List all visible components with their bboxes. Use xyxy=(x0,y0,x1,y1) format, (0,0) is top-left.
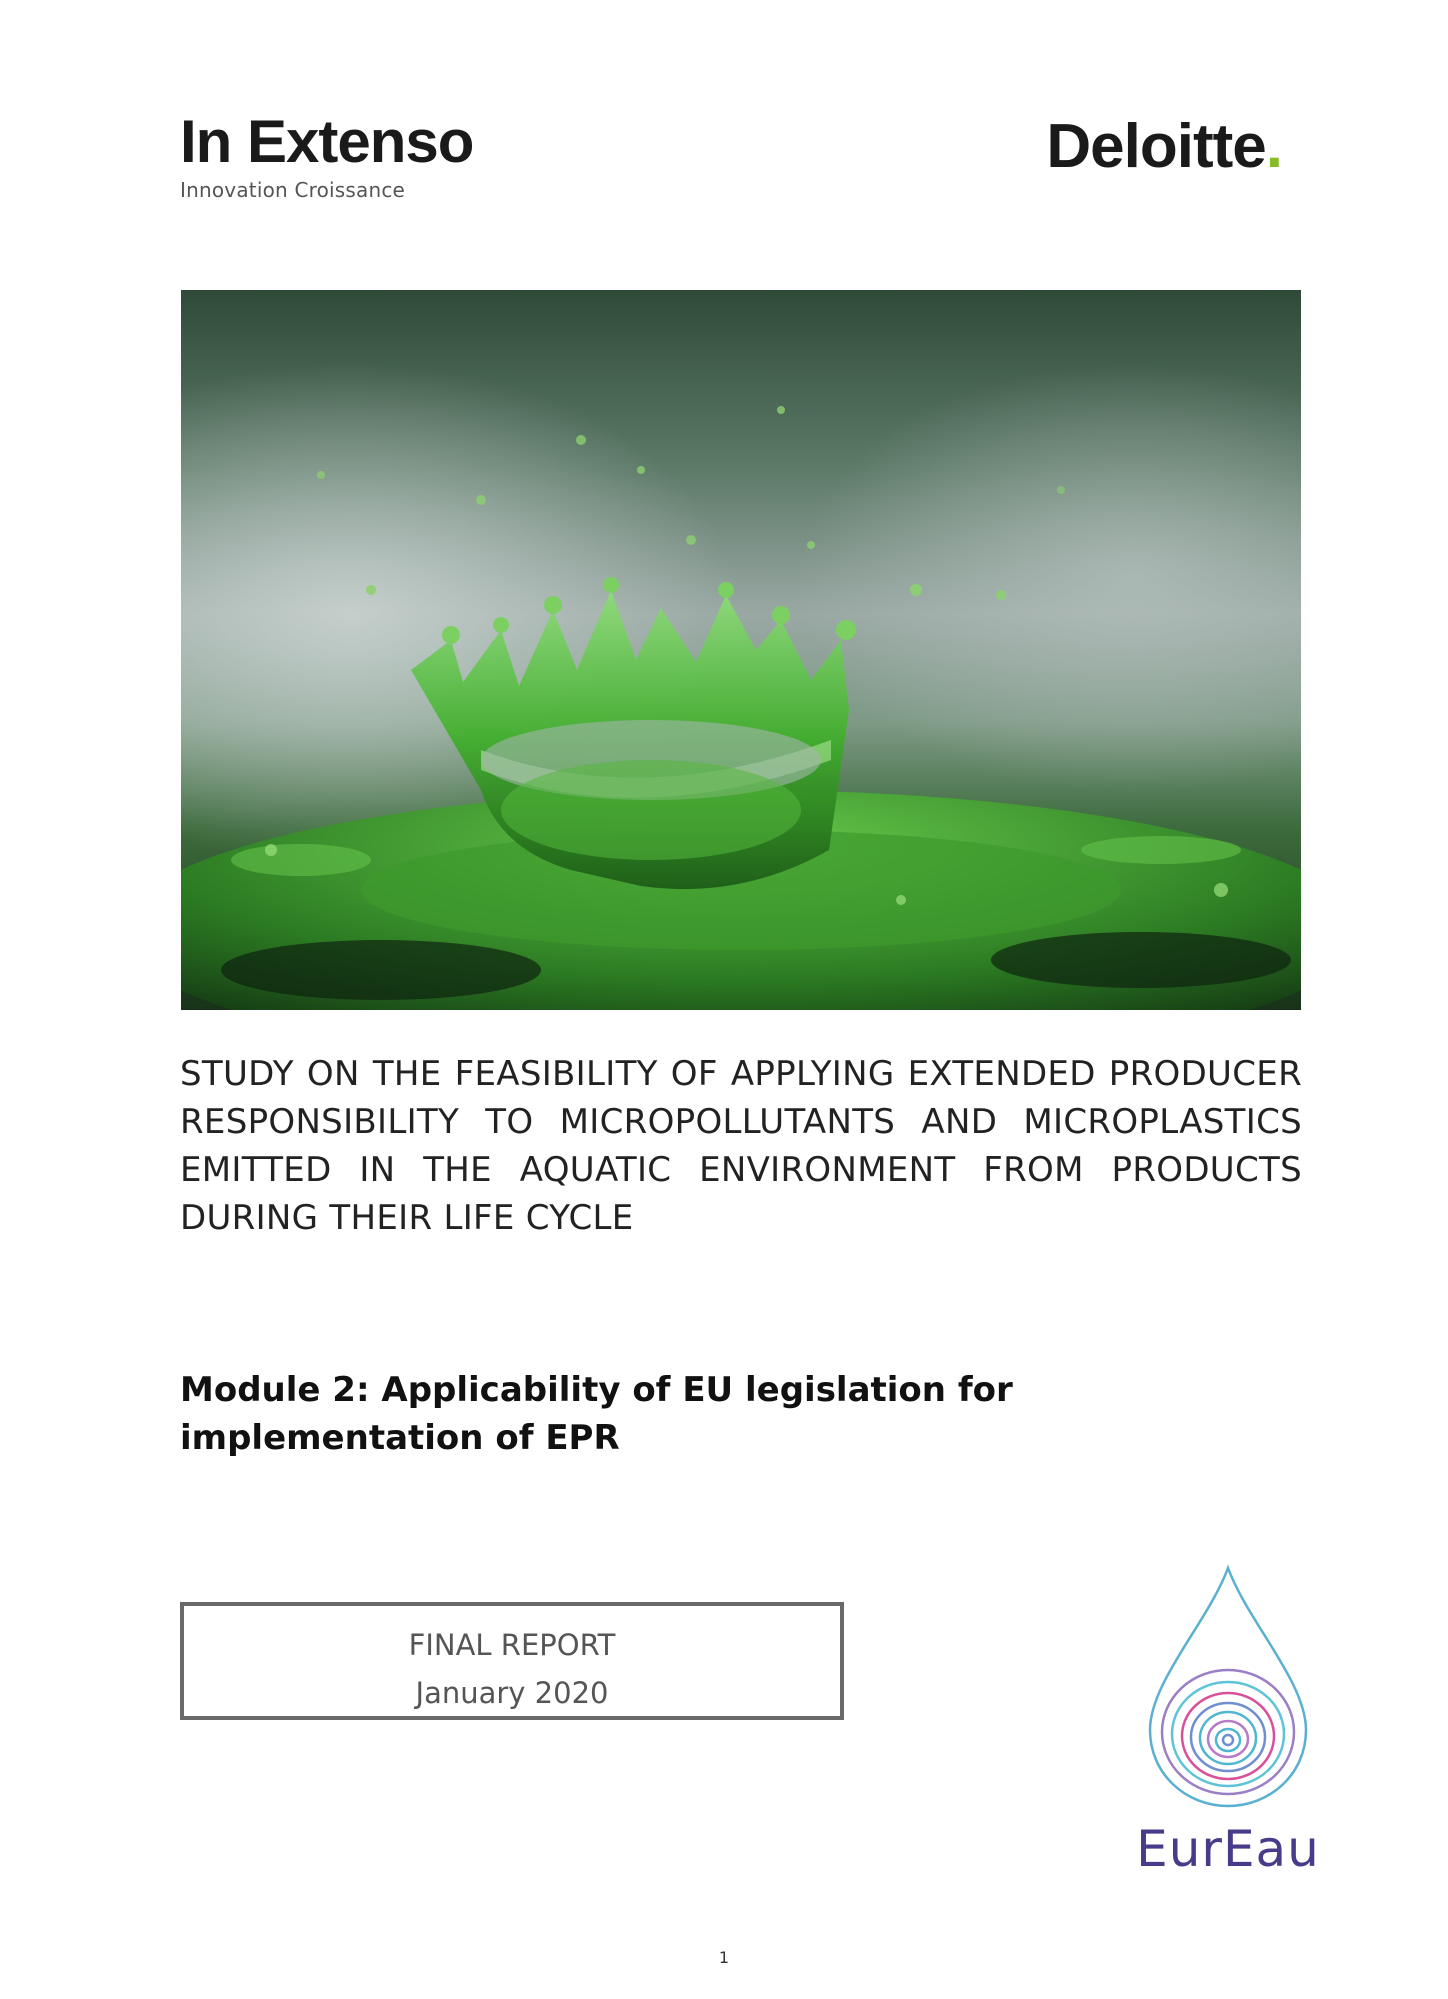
report-date: January 2020 xyxy=(415,1676,609,1710)
report-label: FINAL REPORT xyxy=(408,1628,616,1662)
deloitte-brand: Deloitte xyxy=(1046,112,1266,181)
deloitte-dot: . xyxy=(1265,112,1282,181)
cover-photo xyxy=(181,290,1301,1010)
module-title xyxy=(180,1366,1080,1462)
deloitte-logo xyxy=(1046,112,1282,182)
study-title: STUDY ON THE FEASIBILITY OF APPLYING EXTENDED PRODUCER RESPONSIBILITY TO MICROPOLLUTANTS AND MICROPLASTICS EMITTED IN THE AQUATIC ENVIRONMENT FROM PRODUCTS DURING THEIR LIFE CYCLE xyxy=(180,1054,1302,1238)
page-number: 1 xyxy=(718,1948,730,1967)
eureau-logo xyxy=(1128,1562,1328,1882)
module-title-line-2: implementation of EPR xyxy=(180,1418,620,1458)
final-report-box xyxy=(180,1602,844,1720)
module-title-line-1: Module 2: Applicability of EU legislation for xyxy=(180,1370,1013,1410)
eureau-drop-icon xyxy=(1138,1562,1318,1812)
in-extenso-brand: In Extenso xyxy=(180,108,474,175)
eureau-wordmark: EurEau xyxy=(1136,1820,1320,1878)
in-extenso-tagline: Innovation Croissance xyxy=(180,178,406,202)
in-extenso-logo xyxy=(180,108,474,202)
